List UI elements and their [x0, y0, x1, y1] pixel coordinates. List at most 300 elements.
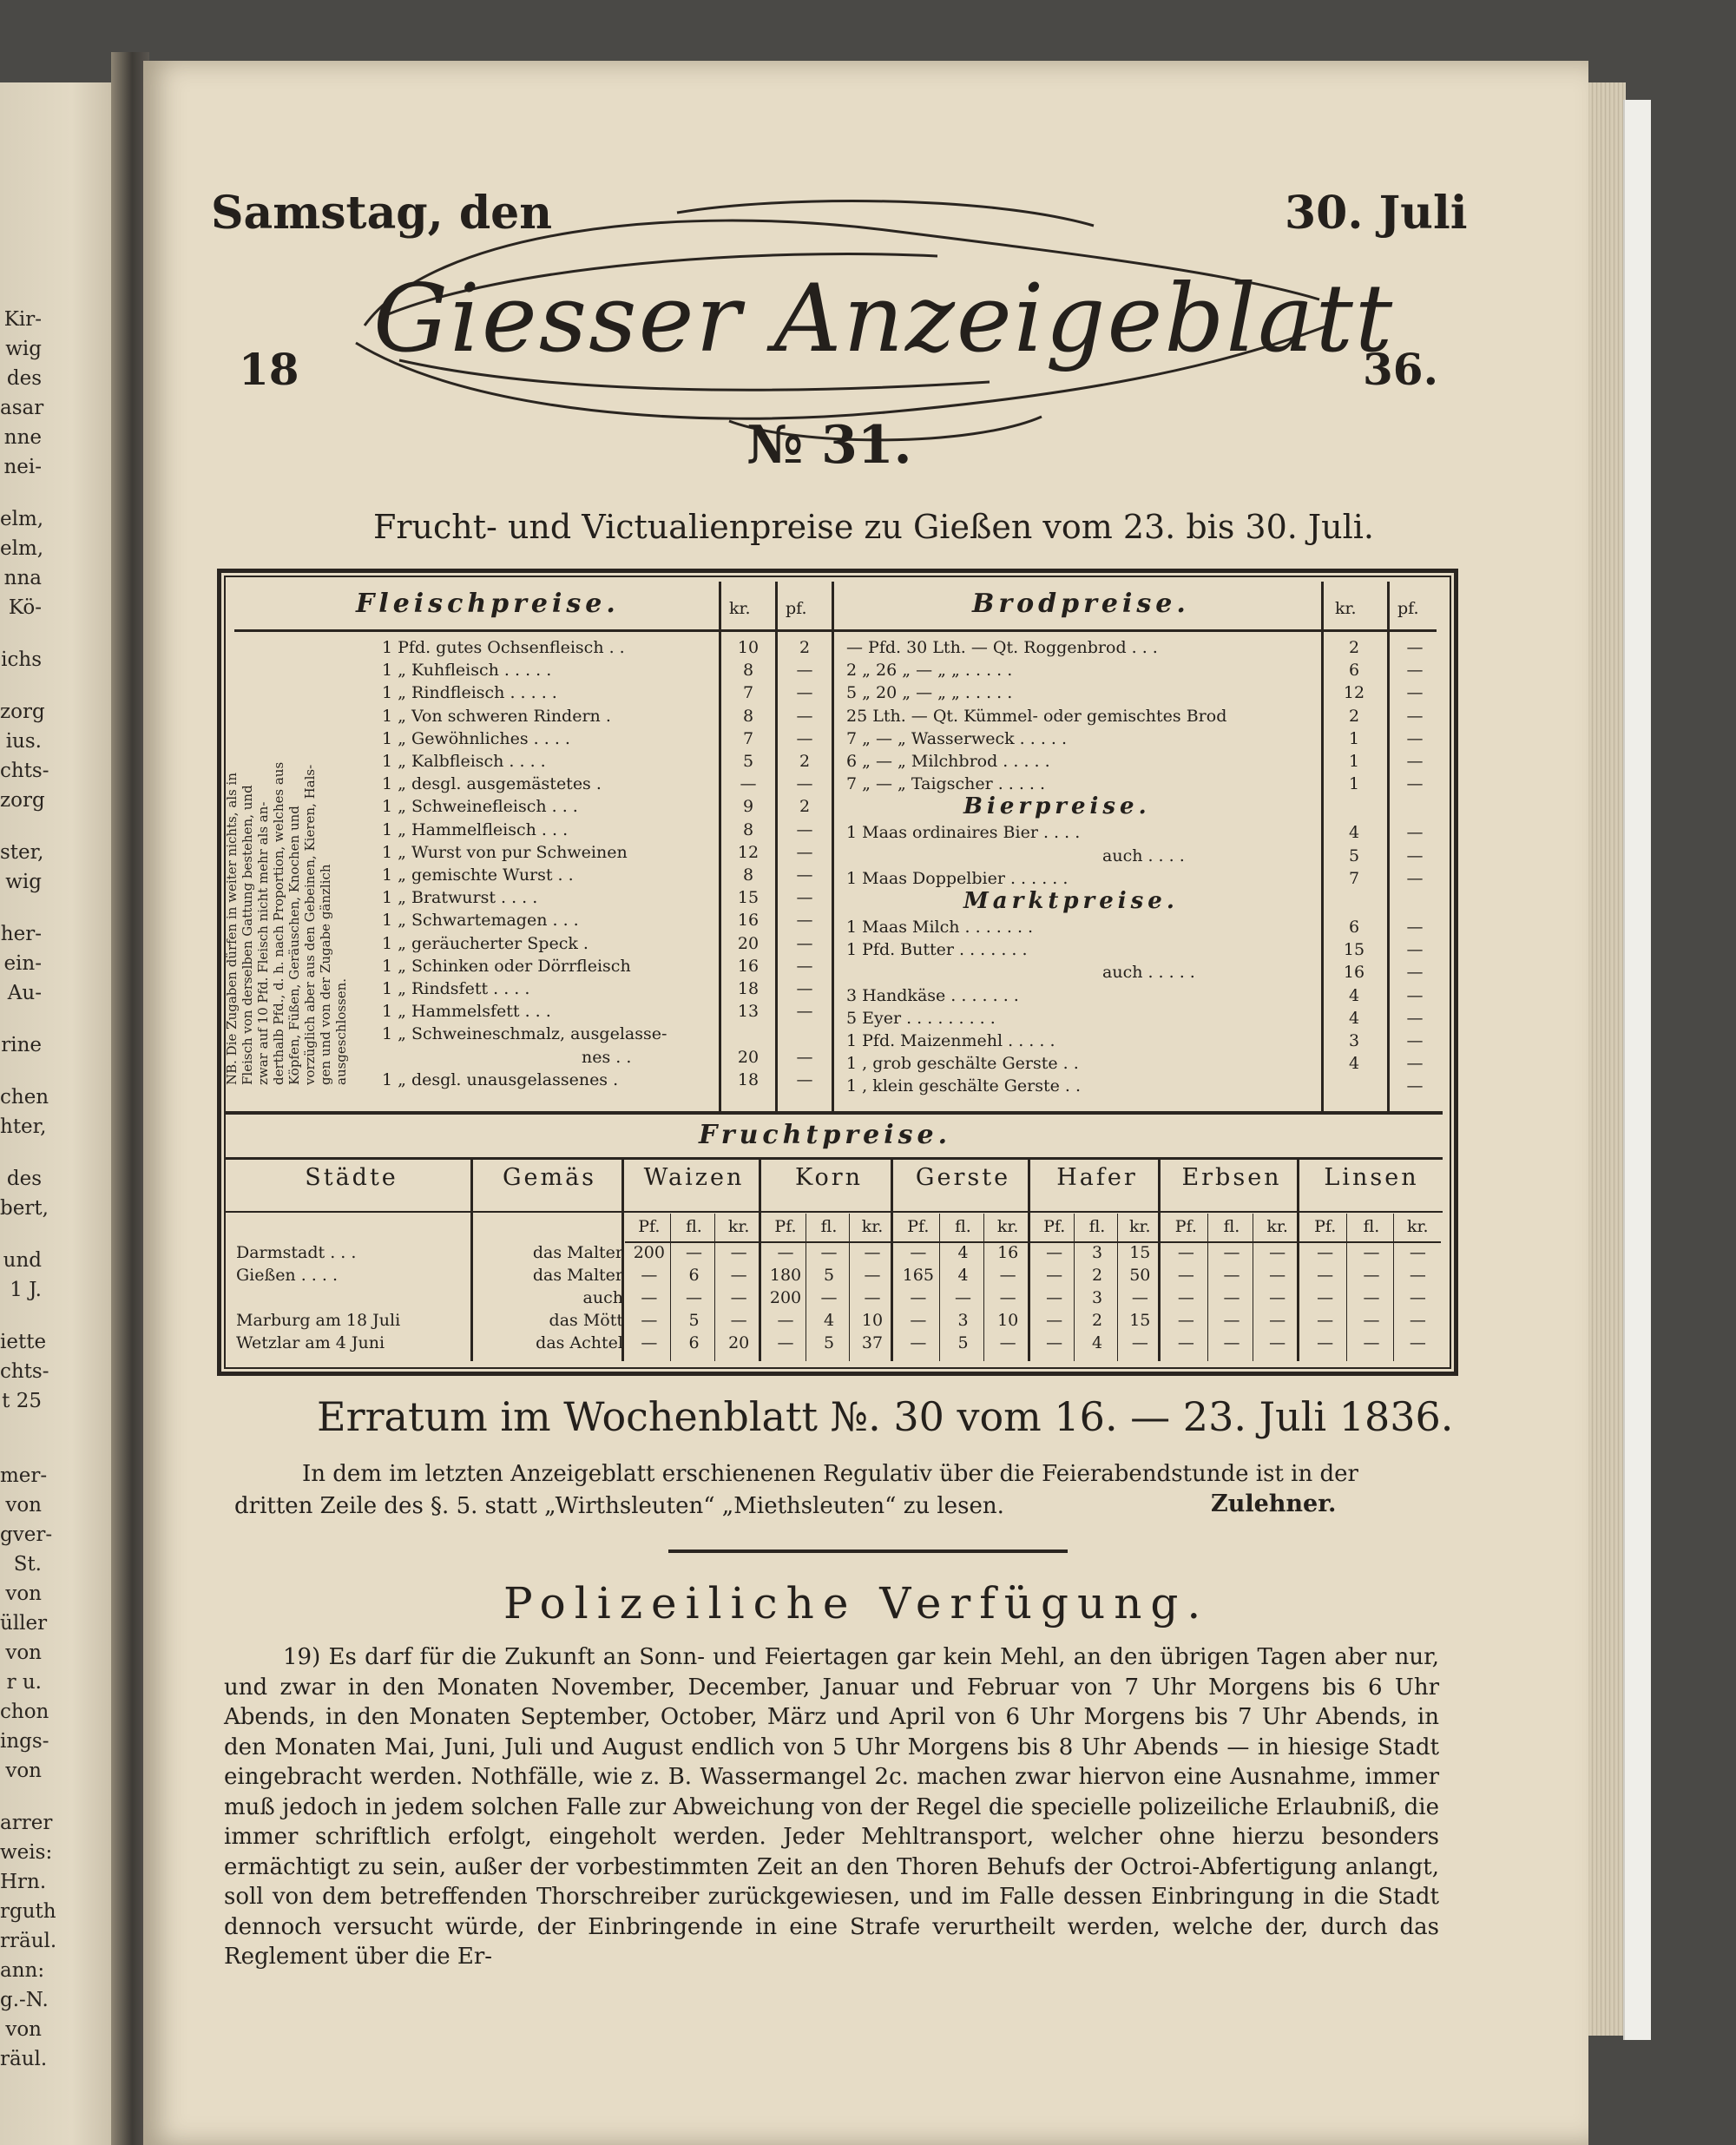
grain-value: —: [1177, 1288, 1194, 1307]
meat-price-pf: —: [796, 706, 813, 726]
grain-subheader: kr.: [1266, 1217, 1288, 1236]
section-divider: [668, 1550, 1068, 1553]
grain-value: —: [1269, 1333, 1286, 1352]
market-price-pf: —: [1406, 1008, 1424, 1028]
grain-value: —: [910, 1243, 927, 1262]
left-page-fragment: von: [5, 1642, 42, 1664]
issue-number: № 31.: [746, 415, 912, 476]
rule: [224, 1111, 1443, 1115]
grain-value: —: [864, 1288, 881, 1307]
grain-value: 165: [902, 1266, 934, 1285]
meat-price-pf: —: [796, 1002, 813, 1022]
meat-price-pf: —: [796, 683, 813, 703]
left-page-fragment: [0, 1419, 42, 1442]
grain-value: 3: [1091, 1288, 1103, 1307]
meat-price-pf: 2: [799, 638, 811, 657]
bread-price-kr: 1: [1348, 774, 1360, 794]
market-prices-title: Marktpreise.: [963, 888, 1179, 914]
masthead-year-left: 18: [239, 344, 299, 395]
card-edge: [1623, 100, 1651, 2040]
meat-price-kr: 20: [737, 933, 760, 953]
left-page-text-column: [0, 308, 57, 2077]
left-page-fragment: [0, 900, 42, 923]
meat-item: 1 „ geräucherter Speck .: [382, 933, 589, 953]
left-page-fragment: rine: [1, 1034, 42, 1056]
grain-value: —: [1046, 1243, 1063, 1262]
left-page-fragment: von: [5, 1582, 42, 1605]
grain-value: —: [1177, 1333, 1194, 1352]
grain-value: 6: [688, 1266, 700, 1285]
grain-value: —: [1177, 1243, 1194, 1262]
meat-item: 1 „ Schinken oder Dörrfleisch: [382, 956, 631, 976]
left-page-fragment: [0, 1789, 42, 1812]
grain-value: —: [1317, 1311, 1334, 1330]
grain-measure: das Achtel: [536, 1333, 623, 1352]
meat-item: 1 „ Hammelfleisch . . .: [382, 819, 569, 839]
grain-prices-title: Fruchtpreise.: [699, 1120, 952, 1150]
meat-price-pf: —: [796, 956, 813, 976]
grain-value: —: [1223, 1266, 1240, 1285]
market-price-kr: 15: [1343, 940, 1365, 960]
grain-value: —: [730, 1243, 747, 1262]
grain-measure: auch: [582, 1288, 623, 1307]
bread-item: 2 „ 26 „ — „ „ . . . . .: [846, 661, 1013, 681]
grain-value: 4: [823, 1311, 835, 1330]
beer-price-pf: —: [1406, 868, 1424, 888]
grain-value: 16: [997, 1243, 1019, 1262]
market-price-pf: —: [1406, 1031, 1424, 1050]
grain-measure: das Malter: [532, 1243, 623, 1262]
left-page-fragment: [0, 485, 42, 508]
erratum-signature: Zulehner.: [1211, 1490, 1337, 1517]
left-page-fragment: r u.: [6, 1671, 42, 1694]
left-page-fragment: g.-N.: [0, 1989, 49, 2011]
left-page-fragment: Kö-: [8, 596, 42, 619]
market-price-pf: —: [1406, 985, 1424, 1005]
police-ordinance-body: [224, 1642, 1439, 1972]
grain-column-header: Hafer: [1056, 1164, 1138, 1191]
meat-price-kr: 7: [742, 683, 754, 703]
grain-value: —: [999, 1288, 1016, 1307]
left-page-fragment: weis:: [0, 1841, 53, 1864]
grain-value: —: [777, 1333, 794, 1352]
left-page-fragment: und: [3, 1249, 42, 1272]
grain-value: —: [641, 1266, 658, 1285]
erratum-body: In dem im letzten Anzeigeblatt erschienenen Regulativ über die Feierabendstunde ist in der dritten Zeile des §. 5. statt „Wirthsleuten“ „Miethsleuten“ zu lesen.: [234, 1461, 1358, 1519]
grain-subheader: Pf.: [1174, 1217, 1197, 1236]
grain-value: —: [641, 1288, 658, 1307]
left-page-fragment: elm,: [0, 537, 44, 560]
meat-price-pf: —: [796, 661, 813, 681]
grain-subheader: kr.: [1407, 1217, 1429, 1236]
grain-column-header: Korn: [795, 1164, 863, 1191]
grain-value: —: [954, 1288, 971, 1307]
grain-value: —: [1131, 1288, 1148, 1307]
market-item: 1 , klein geschälte Gerste . .: [846, 1076, 1082, 1096]
grain-value: 10: [997, 1311, 1019, 1330]
meat-price-kr: 7: [742, 728, 754, 748]
left-page-fragment: [0, 678, 42, 701]
meat-item: 1 „ Wurst von pur Schweinen: [382, 842, 628, 862]
left-page-fragment: üller: [0, 1612, 48, 1635]
left-page-fragment: chon: [0, 1701, 49, 1723]
grain-value: —: [1046, 1266, 1063, 1285]
left-page-fragment: gver-: [0, 1523, 53, 1546]
grain-value: 200: [633, 1243, 665, 1262]
grain-value: —: [1223, 1333, 1240, 1352]
grain-value: —: [1269, 1288, 1286, 1307]
meat-price-kr: 18: [737, 1069, 760, 1089]
rule: [1387, 582, 1390, 1111]
left-page-fragment: arrer: [0, 1812, 53, 1834]
grain-value: —: [1363, 1311, 1380, 1330]
left-page-fragment: t 25: [2, 1390, 42, 1412]
grain-value: —: [641, 1333, 658, 1352]
meat-item: 1 „ Rindsfett . . . .: [382, 979, 530, 998]
bread-price-kr: 1: [1348, 728, 1360, 748]
grain-value: 3: [1091, 1243, 1103, 1262]
grain-value: 2: [1091, 1266, 1103, 1285]
grain-value: —: [1177, 1311, 1194, 1330]
grain-subheader: Pf.: [1314, 1217, 1337, 1236]
meat-price-kr: 16: [737, 956, 760, 976]
meat-price-kr: 20: [737, 1047, 760, 1067]
grain-value: —: [910, 1288, 927, 1307]
left-page-fragment: St.: [13, 1553, 42, 1576]
bread-pf-header: pf.: [1397, 599, 1419, 618]
market-price-pf: —: [1406, 940, 1424, 960]
beer-price-kr: 7: [1348, 868, 1360, 888]
market-price-pf: —: [1406, 1076, 1424, 1096]
bread-item: 25 Lth. — Qt. Kümmel- oder gemischtes Brod: [846, 706, 1227, 726]
police-ordinance-title: Polizeiliche Verfügung.: [503, 1578, 1210, 1628]
meat-price-kr: 8: [742, 661, 754, 681]
grain-measure: das Malter: [532, 1266, 623, 1285]
meat-item: 1 „ gemischte Wurst . .: [382, 865, 574, 885]
masthead-weekday: Samstag, den: [211, 187, 553, 240]
grain-value: —: [1363, 1288, 1380, 1307]
left-page-fragment: [0, 1442, 42, 1464]
grain-value: —: [1409, 1266, 1426, 1285]
rule: [224, 1211, 1443, 1213]
meat-price-pf: —: [796, 865, 813, 885]
meat-item: 1 „ Gewöhnliches . . . .: [382, 728, 570, 748]
meat-price-kr: 8: [742, 706, 754, 726]
grain-value: 15: [1129, 1311, 1151, 1330]
beer-price-pf: —: [1406, 845, 1424, 865]
left-page-fragment: räul.: [0, 2048, 48, 2070]
market-price-kr: 16: [1343, 963, 1365, 983]
bread-price-kr: 2: [1348, 638, 1360, 657]
market-item: 1 Maas Milch . . . . . . .: [846, 918, 1034, 937]
grain-value: —: [730, 1311, 747, 1330]
masthead-title: Giesser Anzeigeblatt: [373, 265, 1395, 373]
meat-price-kr: 9: [742, 797, 754, 817]
left-page-fragment: ein-: [3, 952, 42, 975]
meat-item: 1 „ Schweineschmalz, ausgelasse-: [382, 1024, 667, 1044]
meat-price-pf: —: [796, 1047, 813, 1067]
grain-value: —: [1363, 1333, 1380, 1352]
grain-value: —: [1223, 1288, 1240, 1307]
grain-value: —: [1223, 1311, 1240, 1330]
grain-value: —: [820, 1288, 838, 1307]
grain-value: 6: [688, 1333, 700, 1352]
grain-city: Darmstadt . . .: [236, 1243, 357, 1262]
left-page-fragment: mer-: [0, 1464, 48, 1487]
bread-price-kr: 6: [1348, 661, 1360, 681]
left-page: [0, 82, 120, 2145]
bread-prices-title: Brodpreise.: [972, 589, 1190, 619]
grain-value: —: [910, 1333, 927, 1352]
grain-value: —: [864, 1243, 881, 1262]
grain-value: —: [1363, 1266, 1380, 1285]
grain-column-header: Waizen: [643, 1164, 745, 1191]
grain-column-header: Linsen: [1324, 1164, 1419, 1191]
grain-value: 5: [688, 1311, 700, 1330]
grain-subheader: fl.: [686, 1217, 702, 1236]
left-page-fragment: nne: [3, 426, 42, 449]
meat-kr-header: kr.: [729, 599, 751, 618]
left-page-fragment: des: [6, 1168, 42, 1190]
left-page-fragment: Kir-: [3, 308, 42, 331]
left-page-fragment: ster,: [0, 841, 44, 864]
meat-price-pf: —: [796, 911, 813, 931]
left-page-fragment: von: [5, 2018, 42, 2041]
bread-price-pf: —: [1406, 706, 1424, 726]
bread-price-kr: 1: [1348, 752, 1360, 771]
grain-value: —: [1046, 1311, 1063, 1330]
meat-price-kr: 16: [737, 911, 760, 931]
grain-subheader: fl.: [1223, 1217, 1240, 1236]
grain-value: 20: [728, 1333, 750, 1352]
bread-kr-header: kr.: [1335, 599, 1357, 618]
left-page-fragment: nna: [3, 567, 42, 589]
grain-value: —: [685, 1243, 702, 1262]
left-page-fragment: von: [5, 1760, 42, 1782]
masthead-year-right: 36.: [1363, 344, 1438, 395]
market-item: 1 Pfd. Maizenmehl . . . . .: [846, 1031, 1055, 1050]
price-subheading: Frucht- und Victualienpreise zu Gießen vom 23. bis 30. Juli.: [373, 508, 1375, 546]
meat-price-kr: 5: [742, 752, 754, 771]
grain-subheader: fl.: [1363, 1217, 1380, 1236]
grain-column-header: Gerste: [915, 1164, 1011, 1191]
beer-price-pf: —: [1406, 823, 1424, 843]
grain-value: —: [1046, 1288, 1063, 1307]
beer-price-kr: 5: [1348, 845, 1360, 865]
bread-item: 6 „ — „ Milchbrod . . . . .: [846, 752, 1050, 771]
meat-price-pf: —: [796, 933, 813, 953]
grain-subheader: kr.: [1129, 1217, 1151, 1236]
beer-prices-title: Bierpreise.: [963, 793, 1151, 820]
left-page-fragment: wig: [5, 338, 42, 360]
grain-value: —: [685, 1288, 702, 1307]
left-page-fragment: des: [6, 367, 42, 390]
meat-item: 1 „ Kuhfleisch . . . . .: [382, 661, 552, 681]
grain-value: 4: [957, 1266, 969, 1285]
grain-value: —: [730, 1266, 747, 1285]
meat-price-kr: 8: [742, 819, 754, 839]
grain-value: —: [1317, 1243, 1334, 1262]
market-price-kr: 4: [1348, 985, 1360, 1005]
left-page-fragment: chen: [0, 1086, 49, 1109]
meat-price-pf: —: [796, 888, 813, 908]
meat-price-kr: 10: [737, 638, 760, 657]
grain-value: —: [1177, 1266, 1194, 1285]
rule: [1321, 582, 1324, 1111]
left-page-fragment: chts-: [0, 1360, 49, 1383]
market-item: 3 Handkäse . . . . . . .: [846, 985, 1019, 1005]
rule: [224, 1157, 1443, 1160]
bread-item: 5 „ 20 „ — „ „ . . . . .: [846, 683, 1013, 703]
grain-value: 15: [1129, 1243, 1151, 1262]
left-page-fragment: nei-: [3, 456, 42, 478]
market-item: 1 Pfd. Butter . . . . . . .: [846, 940, 1028, 960]
meat-price-pf: —: [796, 842, 813, 862]
erratum-title: Erratum im Wochenblatt №. 30 vom 16. — 23. Juli 1836.: [317, 1393, 1454, 1440]
meat-price-kr: 15: [737, 888, 760, 908]
grain-value: —: [1269, 1243, 1286, 1262]
left-page-fragment: elm,: [0, 508, 44, 530]
grain-subheader: kr.: [727, 1217, 750, 1236]
grain-subheader: fl.: [955, 1217, 971, 1236]
meat-price-kr: 12: [737, 842, 760, 862]
grain-value: —: [1269, 1266, 1286, 1285]
meat-item: nes . .: [582, 1047, 632, 1067]
market-price-pf: —: [1406, 963, 1424, 983]
left-page-fragment: zorg: [0, 701, 45, 723]
grain-value: —: [777, 1243, 794, 1262]
grain-value: 4: [957, 1243, 969, 1262]
grain-value: 3: [957, 1311, 969, 1330]
grain-value: 5: [957, 1333, 969, 1352]
grain-subheader: Pf.: [1043, 1217, 1066, 1236]
grain-measure: das Mött: [549, 1311, 623, 1330]
grain-value: —: [1409, 1311, 1426, 1330]
market-price-pf: —: [1406, 918, 1424, 937]
grain-column-header: Erbsen: [1181, 1164, 1282, 1191]
grain-subheader: Pf.: [638, 1217, 661, 1236]
grain-value: 5: [823, 1333, 835, 1352]
page-edges: [1584, 82, 1626, 2036]
grain-value: —: [1223, 1243, 1240, 1262]
bread-price-pf: —: [1406, 683, 1424, 703]
grain-value: 37: [861, 1333, 884, 1352]
bread-price-pf: —: [1406, 661, 1424, 681]
left-page-fragment: rräul.: [0, 1930, 57, 1952]
left-page-fragment: bert,: [0, 1197, 49, 1220]
meat-price-pf: 2: [799, 752, 811, 771]
grain-value: —: [1409, 1243, 1426, 1262]
market-price-pf: —: [1406, 1054, 1424, 1074]
left-page-fragment: Au-: [7, 982, 42, 1004]
left-page-fragment: hter,: [0, 1115, 47, 1138]
market-price-kr: 3: [1348, 1031, 1360, 1050]
rule: [234, 629, 1437, 632]
market-item: 5 Eyer . . . . . . . . .: [846, 1008, 996, 1028]
grain-city: Marburg am 18 Juli: [236, 1311, 401, 1330]
bread-item: 7 „ — „ Taigscher . . . . .: [846, 774, 1046, 794]
meat-price-pf: —: [796, 979, 813, 998]
left-page-fragment: rguth: [0, 1900, 56, 1923]
grain-value: —: [1131, 1333, 1148, 1352]
grain-value: —: [864, 1266, 881, 1285]
bread-price-pf: —: [1406, 638, 1424, 657]
masthead-date: 30. Juli: [1285, 187, 1468, 240]
grain-value: —: [820, 1243, 838, 1262]
meat-item: 1 „ Rindfleisch . . . . .: [382, 683, 557, 703]
market-price-kr: 6: [1348, 918, 1360, 937]
grain-column-header: Städte: [305, 1164, 398, 1191]
grain-value: —: [1317, 1288, 1334, 1307]
meat-item: 1 „ Von schweren Rindern .: [382, 706, 611, 726]
bread-price-kr: 2: [1348, 706, 1360, 726]
left-page-fragment: von: [5, 1494, 42, 1517]
grain-value: 2: [1091, 1311, 1103, 1330]
grain-subheader: Pf.: [774, 1217, 797, 1236]
left-page-fragment: Hrn.: [0, 1871, 47, 1893]
left-page-fragment: ann:: [0, 1959, 45, 1982]
grain-column-header: Gemäs: [502, 1164, 597, 1191]
meat-price-kr: —: [740, 774, 757, 794]
meat-item: 1 „ Schwartemagen . . .: [382, 911, 579, 931]
grain-value: —: [777, 1311, 794, 1330]
grain-value: —: [910, 1311, 927, 1330]
grain-value: —: [1046, 1333, 1063, 1352]
bread-item: — Pfd. 30 Lth. — Qt. Roggenbrod . . .: [846, 638, 1158, 657]
grain-subheader: Pf.: [907, 1217, 930, 1236]
rule: [470, 1160, 473, 1361]
meat-item: 1 „ desgl. unausgelassenes .: [382, 1069, 619, 1089]
grain-value: 5: [823, 1266, 835, 1285]
grain-subheader: fl.: [820, 1217, 838, 1236]
market-item: auch . . . . .: [1102, 963, 1195, 983]
meat-price-kr: 13: [737, 1002, 760, 1022]
grain-value: —: [1409, 1333, 1426, 1352]
grain-city: Gießen . . . .: [236, 1266, 338, 1285]
bread-item: 7 „ — „ Wasserweck . . . . .: [846, 728, 1068, 748]
grain-value: —: [999, 1266, 1016, 1285]
meat-item: 1 „ Bratwurst . . . .: [382, 888, 538, 908]
grain-subheader: kr.: [996, 1217, 1019, 1236]
market-price-kr: 4: [1348, 1054, 1360, 1074]
left-page-fragment: [0, 626, 42, 648]
left-page-fragment: [0, 1227, 42, 1249]
market-item: 1 , grob geschälte Gerste . .: [846, 1054, 1079, 1074]
grain-value: 10: [861, 1311, 884, 1330]
meat-item: 1 „ Schweinefleisch . . .: [382, 797, 578, 817]
beer-item: auch . . . .: [1102, 845, 1185, 865]
rule: [719, 582, 721, 1111]
beer-item: 1 Maas Doppelbier . . . . . .: [846, 868, 1069, 888]
grain-value: —: [1317, 1333, 1334, 1352]
beer-item: 1 Maas ordinaires Bier . . . .: [846, 823, 1081, 843]
left-page-fragment: 1 J.: [10, 1279, 42, 1301]
left-page-fragment: [0, 1011, 42, 1034]
grain-value: 50: [1129, 1266, 1151, 1285]
left-page-fragment: [0, 1145, 42, 1168]
beer-price-kr: 4: [1348, 823, 1360, 843]
grain-value: —: [1317, 1266, 1334, 1285]
meat-price-pf: —: [796, 728, 813, 748]
grain-value: 4: [1091, 1333, 1103, 1352]
left-page-fragment: zorg: [0, 789, 45, 812]
police-ordinance-text: 19) Es darf für die Zukunft an Sonn- und Feiertagen gar kein Mehl, an den übrigen Tagen aber nur, und zwar in den Monaten November, December, Januar und Februar von 7 Uhr Morgens bis 6 Uhr Abends, in den Monaten September, October, März und April von 6 Uhr Morgens bis 7 Uhr Abends, in den Monaten Mai, Juni, Juli und August endlich von 5 Uhr Morgens bis 8 Uhr Abends — in hiesige Stadt eingebracht werden. Nothfälle, wie z. B. Wassermangel 2c. machen zwar hiervon eine Ausnahme, immer muß jedoch in jedem solchen Falle zur Abweichung von der Regel die specielle polizeiliche Erlaubniß, die immer schriftlich erfolgt, eingeholt werden. Jeder Mehltransport, welcher ohne hierzu besonders ermächtigt zu sein, außer der vorbestimmten Zeit an den Thoren Behufs der Octroi-Abfertigung anlangt, soll von dem betreffenden Thorschreiber zurückgewiesen, und im Falle dessen Einbringung in die Stadt dennoch versucht würde, der Einbringende in eine Strafe verurtheilt werden, welche der, durch das Reglement über die Er-: [224, 1644, 1439, 1970]
grain-value: 200: [769, 1288, 802, 1307]
grain-value: 180: [769, 1266, 802, 1285]
meat-item: 1 „ Hammelsfett . . .: [382, 1002, 551, 1022]
meat-item: 1 Pfd. gutes Ochsenfleisch . .: [382, 638, 625, 657]
left-page-fragment: wig: [5, 871, 42, 893]
